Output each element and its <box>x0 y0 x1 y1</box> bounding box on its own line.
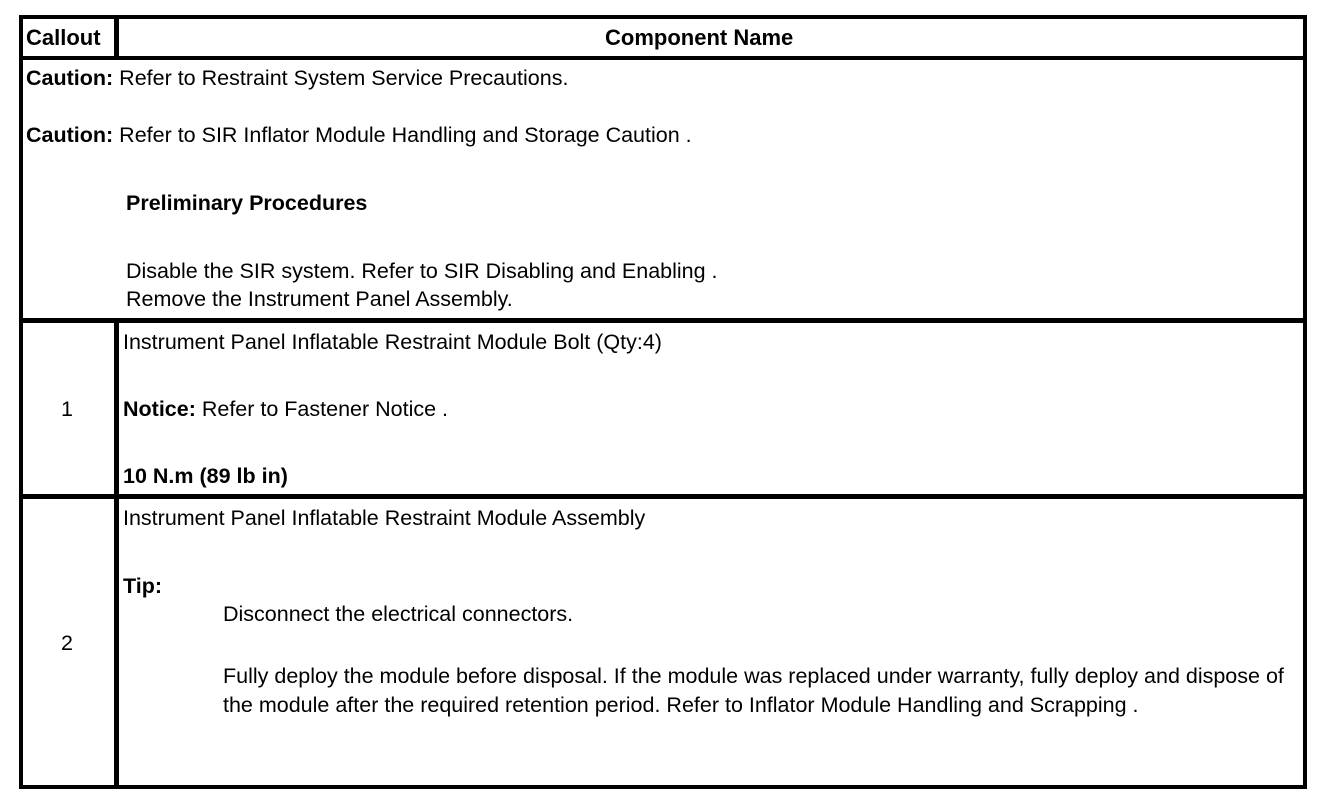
header-bottom-border <box>19 56 1307 60</box>
row-1-torque: 10 N.m (89 lb in) <box>123 464 288 488</box>
header-component-name: Component Name <box>605 25 794 50</box>
caution-1-label: Caution: <box>26 66 114 90</box>
row-1-notice-label: Notice: <box>123 397 196 421</box>
row1-bottom-border <box>19 494 1307 499</box>
row-2-component-name: Instrument Panel Inflatable Restraint Module Assembly <box>123 506 646 530</box>
caution-2-label: Caution: <box>26 123 114 147</box>
table-top-border <box>19 15 1307 19</box>
caution-1-text: Refer to Restraint System Service Precautions. <box>113 66 569 90</box>
header-column-divider <box>114 15 119 60</box>
row-1-callout: 1 <box>61 397 73 421</box>
preliminary-procedures-title: Preliminary Procedures <box>126 191 368 215</box>
row-1-component-name: Instrument Panel Inflatable Restraint Module Bolt (Qty:4) <box>123 330 662 354</box>
header-callout: Callout <box>26 25 101 50</box>
row-2-tip-label: Tip: <box>123 574 163 598</box>
preliminary-step-2: Remove the Instrument Panel Assembly. <box>126 287 513 311</box>
row-2-tip-2: Fully deploy the module before disposal. If the module was replaced under warranty, fully deploy and dispose of the module after the required retention period. Refer to Inflator Module Handling and Scrapping . <box>223 664 1284 717</box>
row-1-notice-text: Refer to Fastener Notice . <box>195 397 449 421</box>
caution-2-text: Refer to SIR Inflator Module Handling and Storage Caution . <box>113 123 692 147</box>
caution-1 <box>26 64 568 93</box>
caution-2 <box>26 121 692 150</box>
row-2-callout: 2 <box>61 631 73 655</box>
table-bottom-border <box>19 785 1307 789</box>
table-right-border <box>1303 15 1307 789</box>
row-2-tip-1: Disconnect the electrical connectors. <box>223 602 574 626</box>
table-left-border <box>19 15 23 789</box>
preliminary-step-1: Disable the SIR system. Refer to SIR Disabling and Enabling . <box>126 259 718 283</box>
rows-column-divider <box>114 318 119 789</box>
row-1-notice <box>123 395 448 424</box>
intro-bottom-border <box>19 318 1307 323</box>
